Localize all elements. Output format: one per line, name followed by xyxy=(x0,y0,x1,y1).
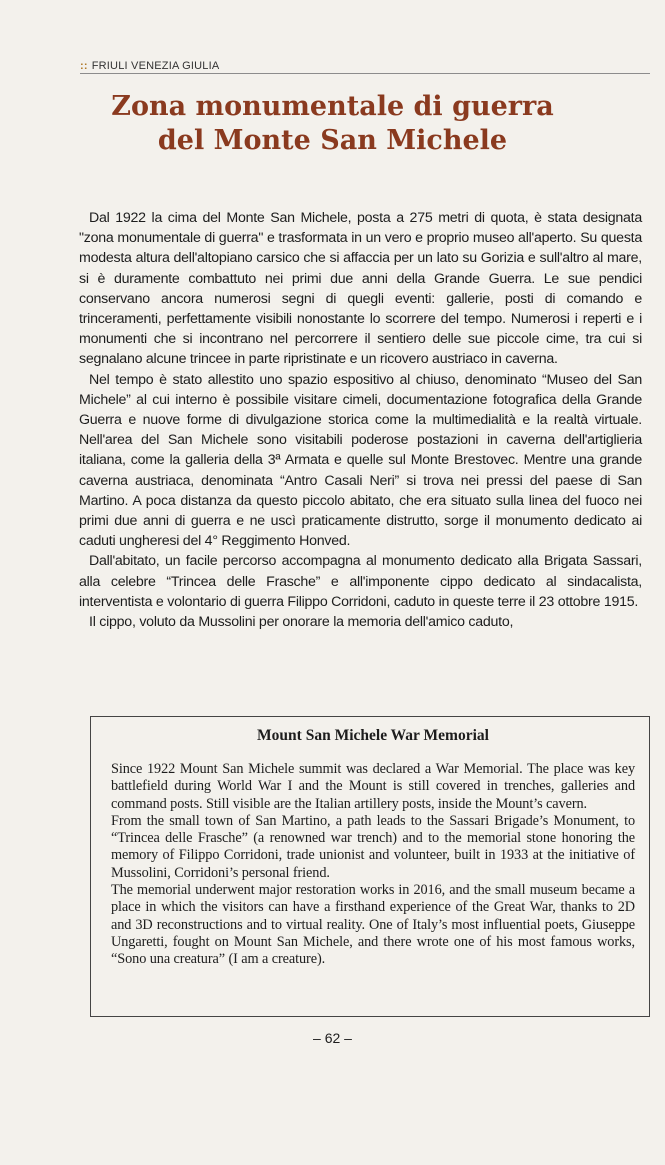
body-paragraph-2: Nel tempo è stato allestito uno spazio espositivo al chiuso, denominato “Museo del San Michele” al cui interno è possibile visitare cimeli, documentazione fotografica della Grande Guerra e nuove forme di divulgazione storica come la multimedialità e la realtà virtuale. Nell'area del San Michele sono visitabili poderose postazioni in caverna dell'artiglieria italiana, come la galleria della 3ª Armata e quelle sul Monte Brestovec. Mentre una grande caverna austriaca, denominata “Antro Casali Neri” si trova nei pressi del paese di San Martino. A poca distanza da questo piccolo abitato, che era situato sulla linea del fuoco nei primi due anni di guerra e ne uscì praticamente distrutto, sorge il monumento dedicato ai caduti ungheresi del 4° Reggimento Honved. xyxy=(79,371,642,550)
header-region: FRIULI VENEZIA GIULIA xyxy=(91,60,220,72)
english-summary-box xyxy=(90,716,650,1017)
body-paragraph-3: Dall'abitato, un facile percorso accompagna al monumento dedicato alla Brigata Sassari, alla celebre “Trincea delle Frasche” e all'imponente cippo dedicato al sindacalista, interventista e volontario di guerra Filippo Corridoni, caduto in queste terre il 23 ottobre 1915. xyxy=(79,553,642,610)
italian-body-text xyxy=(79,208,642,632)
header-marker: :: xyxy=(80,60,88,72)
box-paragraph-3: The memorial underwent major restoration works in 2016, and the small museum became a place in which the visitors can have a firsthand experience of the Great War, thanks to 2D and 3D reconstructions and to virtual reality. One of Italy’s most influential poets, Giuseppe Ungaretti, fought on Mount San Michele, and there wrote one of his most famous works, “Sono una creatura” (I am a creature). xyxy=(111,882,635,968)
title-line-1: Zona monumentale di guerra xyxy=(111,91,554,122)
body-paragraph-4: Il cippo, voluto da Mussolini per onorare la memoria dell'amico caduto, xyxy=(89,614,514,631)
page-title xyxy=(80,90,585,158)
box-paragraph-2: From the small town of San Martino, a path leads to the Sassari Brigade’s Monument, to “Trincea delle Frasche” (a renowned war trench) and to the memorial stone honoring the memory of Filippo Corridoni, trade unionist and volunteer, built in 1933 at the initiative of Mussolini, Corridoni’s personal friend. xyxy=(111,812,635,881)
body-paragraph-1: Dal 1922 la cima del Monte San Michele, posta a 275 metri di quota, è stata designata "zona monumentale di guerra" e trasformata in un vero e proprio museo all'aperto. Su questa modesta altura dell'altopiano carsico che si affaccia per un lato su Gorizia e sull'altro al mare, si è duramente combattuto nei primi due anni della Grande Guerra. Le sue pendici conservano ancora numerosi segni di quegli eventi: gallerie, posti di comando e trinceramenti, perfettamente visibili nonostante lo scorrere del tempo. Numerosi i reperti e i monumenti che si incontrano nel percorrere il sentiero delle sue piccole cime, tra cui si segnalano alcune trincee in parte ripristinate e un ricovero austriaco in caverna. xyxy=(79,210,642,368)
page-number: – 62 – xyxy=(313,1030,352,1046)
title-line-2: del Monte San Michele xyxy=(157,125,508,156)
running-header xyxy=(80,60,650,74)
box-paragraph-1: Since 1922 Mount San Michele summit was declared a War Memorial. The place was key battlefield during World War I and the Mount is still covered in trenches, galleries and command posts. Still visible are the Italian artillery posts, inside the Mount’s cavern. xyxy=(111,761,635,812)
box-title: Mount San Michele War Memorial xyxy=(257,727,489,744)
